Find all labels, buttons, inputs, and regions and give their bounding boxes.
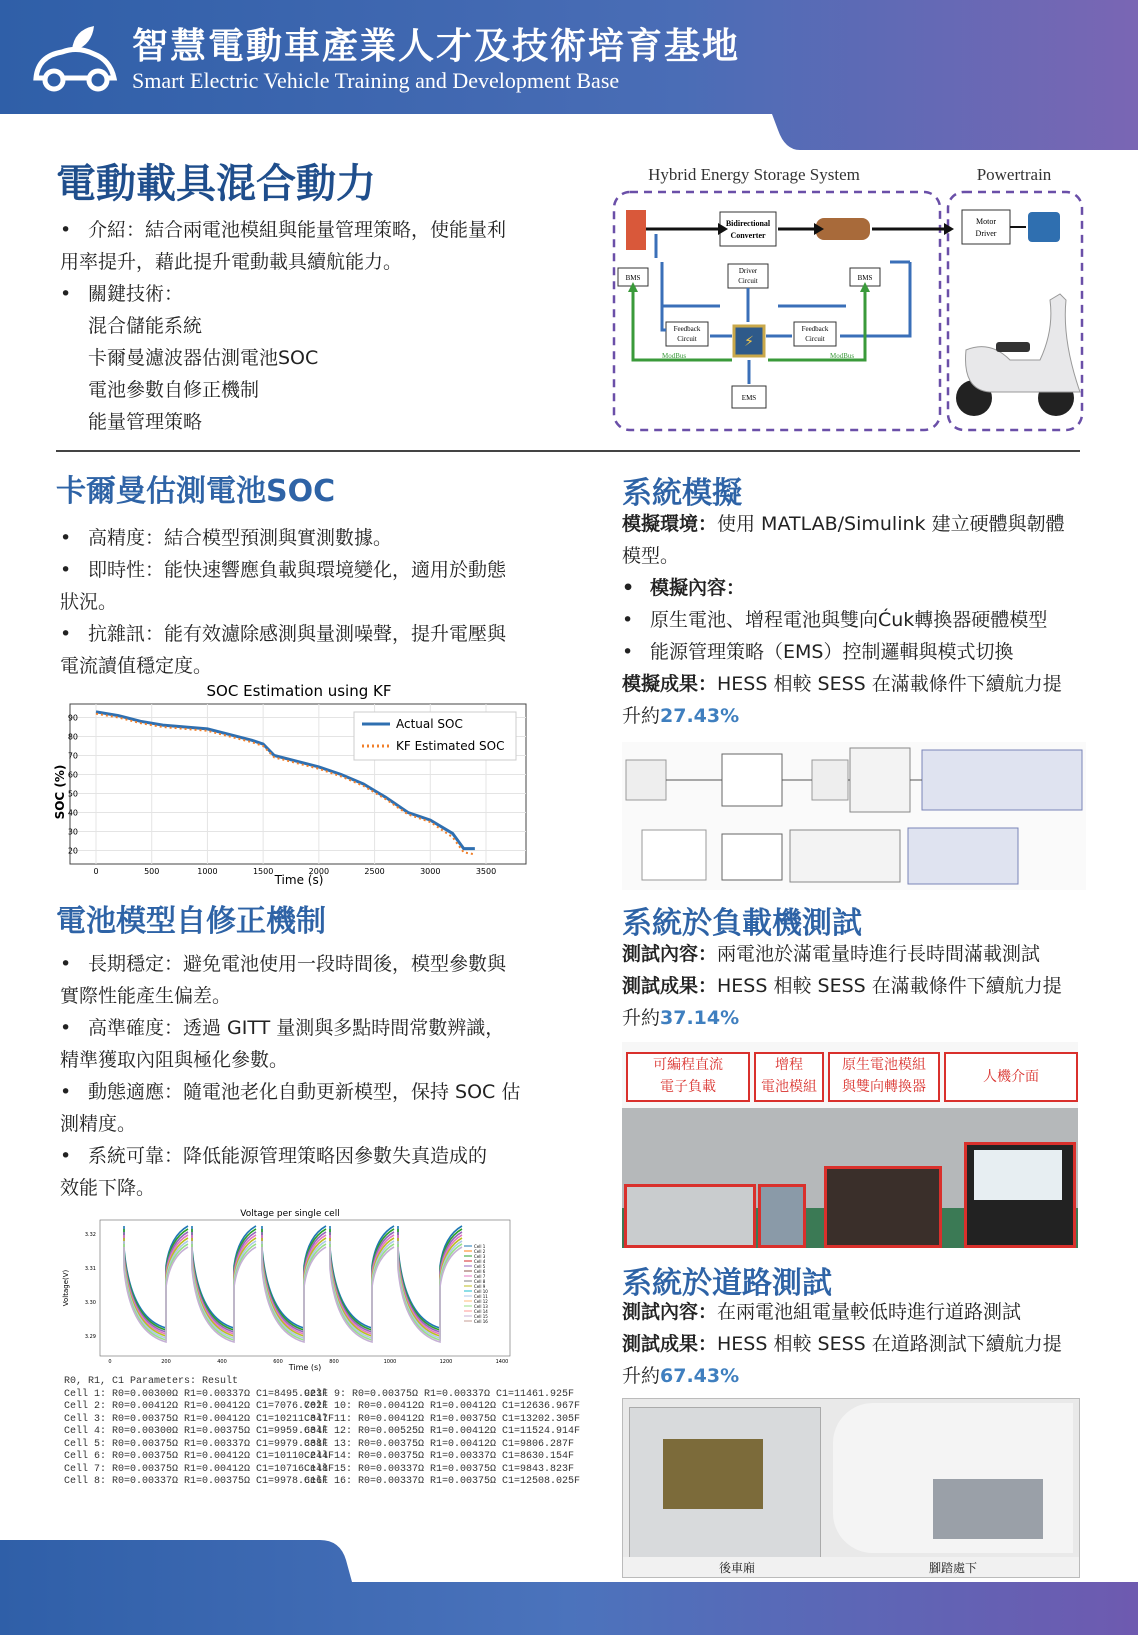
svg-text:Bidirectional: Bidirectional (725, 219, 771, 228)
selfcorr-title: 電池模型自修正機制 (56, 904, 326, 939)
param-line: Cell 15: R0=0.00337Ω R1=0.00375Ω C1=9843.823F (304, 1463, 575, 1475)
kf-bullet-cont: 狀況。 (60, 591, 118, 613)
y-tick-label: 20 (67, 846, 78, 856)
x-tick-label: 0 (108, 1359, 112, 1365)
svg-text:Feedback: Feedback (801, 325, 829, 333)
divider (56, 450, 1080, 452)
param-line: Cell 7: R0=0.00375Ω R1=0.00412Ω C1=10716.148F (64, 1463, 335, 1475)
x-tick-label: 1200 (439, 1359, 453, 1365)
x-tick-label: 0 (93, 867, 99, 876)
y-tick-label: 50 (67, 789, 78, 799)
x-tick-label: 3000 (420, 867, 441, 876)
y-tick-label: 60 (67, 770, 78, 780)
y-tick-label: 80 (67, 732, 78, 742)
y-tick-label: 3.29 (84, 1334, 96, 1340)
svg-text:Driver: Driver (975, 229, 997, 238)
label-dc-load: 可編程直流 電子負載 (626, 1052, 750, 1102)
param-line: Cell 6: R0=0.00375Ω R1=0.00412Ω C1=10110.244F (64, 1451, 335, 1462)
legend-label: Cell 1 (474, 1244, 486, 1249)
x-tick-label: 3500 (475, 867, 497, 876)
tech-item: 電池參數自修正機制 (88, 379, 260, 401)
x-tick-label: 600 (273, 1359, 283, 1365)
legend-label: Cell 14 (474, 1309, 488, 1314)
x-tick-label: 800 (329, 1359, 339, 1365)
sim-text: 模擬環境：使用 MATLAB/Simulink 建立硬體與韌體 模型。 • 模擬內容： • 原生電池、增程電池與雙向Ćuk轉換器硬體模型 • 能源管理策略（EMS）控制邏輯與模式切換 模擬成果：HESS 相較 SESS 在滿載條件下續航力提 升約27.43% (622, 513, 1065, 727)
intro-bullet-2: 關鍵技術： (88, 283, 184, 305)
svg-text:Converter: Converter (730, 231, 766, 240)
svg-text:Circuit: Circuit (805, 335, 825, 343)
params-result (64, 1376, 581, 1489)
x-tick-label: 500 (144, 867, 160, 876)
intro-text: • 介紹：結合兩電池模組與能量管理策略，使能量利 用率提升，藉此提升電動載具續航能力。 • 關鍵技術： 混合儲能系統 卡爾曼濾波器估測電池SOC 電池參數自修正機制 能量管理策略 (60, 214, 540, 438)
road-title: 系統於道路測試 (622, 1266, 832, 1301)
intro-bullet-1-cont: 用率提升，藉此提升電動載具續航能力。 (60, 251, 403, 273)
selfcorr-cont: 精準獲取內阻與極化參數。 (60, 1049, 289, 1071)
param-line: Cell 3: R0=0.00375Ω R1=0.00412Ω C1=10211.347F (64, 1413, 335, 1425)
hess-title: Hybrid Energy Storage System (648, 165, 860, 184)
legend-label: Cell 13 (474, 1304, 488, 1309)
kf-bullet: 抗雜訊：能有效濾除感測與量測噪聲，提升電壓與 (88, 623, 507, 645)
legend-label: Cell 9 (474, 1284, 486, 1289)
svg-text:Voltage(V): Voltage(V) (62, 1269, 70, 1307)
param-line: Cell 2: R0=0.00412Ω R1=0.00412Ω C1=7076.702F (64, 1401, 329, 1412)
x-tick-label: 2000 (308, 867, 330, 876)
y-tick-label: 90 (67, 713, 78, 723)
header-title-en: Smart Electric Vehicle Training and Development Base (132, 68, 620, 93)
selfcorr-bullet: 長期穩定：避免電池使用一段時間後，模型參數與 (88, 953, 507, 975)
scooter-icon (956, 294, 1080, 416)
selfcorr-text: • 長期穩定：避免電池使用一段時間後，模型參數與 實際性能產生偏差。 • 高準確度：透過 GITT 量測與多點時間常數辨識， 精準獲取內阻與極化參數。 • 動態適應：隨電池老化自動更新模型，保持 SOC 估 測精度。 • 系統可靠：降低能源管理策略因參數失真造成的 效能下降。 (60, 948, 540, 1204)
load-text: 測試內容：兩電池於滿電量時進行長時間滿載測試 測試成果：HESS 相較 SESS 在滿載條件下續航力提 升約37.14% (622, 943, 1062, 1029)
svg-text:Motor: Motor (976, 217, 996, 226)
x-tick-label: 400 (217, 1359, 227, 1365)
car-logo-icon (28, 20, 120, 100)
selfcorr-cont: 測精度。 (60, 1113, 137, 1135)
param-line: Cell 8: R0=0.00337Ω R1=0.00375Ω C1=9978.616F (64, 1476, 329, 1487)
caption-trunk: 後車廂 (719, 1561, 756, 1575)
selfcorr-bullet: 動態適應：隨電池老化自動更新模型，保持 SOC 估 (88, 1081, 521, 1103)
kf-title: 卡爾曼估測電池SOC (56, 474, 336, 509)
param-line: Cell 12: R0=0.00525Ω R1=0.00412Ω C1=11524.914F (304, 1426, 581, 1437)
svg-text:ModBus: ModBus (662, 352, 687, 360)
param-line: Cell 1: R0=0.00300Ω R1=0.00337Ω C1=8495.923F (64, 1388, 329, 1400)
battery-pack-icon (816, 218, 870, 240)
y-tick-label: 3.31 (84, 1266, 96, 1272)
legend-label: Cell 12 (474, 1299, 488, 1304)
param-line: Cell 11: R0=0.00412Ω R1=0.00375Ω C1=13202.305F (304, 1413, 581, 1425)
param-line: Cell 16: R0=0.00337Ω R1=0.00375Ω C1=12508.025F (304, 1476, 581, 1487)
svg-text:BMS: BMS (625, 274, 641, 282)
battery-icon (626, 210, 646, 250)
x-axis-label: Time (s) (274, 873, 324, 887)
chart-title: SOC Estimation using KF (206, 682, 392, 700)
tech-item: 卡爾曼濾波器估測電池SOC (88, 347, 319, 369)
footer-banner (0, 1540, 1138, 1635)
intro-bullet-1: 介紹：結合兩電池模組與能量管理策略，使能量利 (88, 219, 507, 241)
svg-text:BMS: BMS (857, 274, 873, 282)
param-line: Cell 9: R0=0.00375Ω R1=0.00337Ω C1=11461.925F (304, 1388, 575, 1400)
y-tick-label: 40 (67, 808, 78, 818)
label-native-battery: 原生電池模組 與雙向轉換器 (828, 1052, 940, 1102)
legend-label: Cell 15 (474, 1314, 488, 1319)
sim-title: 系統模擬 (622, 476, 742, 511)
y-tick-label: 3.32 (84, 1232, 96, 1238)
motor-icon (1028, 212, 1060, 242)
x-tick-label: 1500 (252, 867, 274, 876)
road-text: 測試內容：在兩電池組電量較低時進行道路測試 測試成果：HESS 相較 SESS 在道路測試下續航力提 升約67.43% (622, 1301, 1062, 1387)
selfcorr-bullet: 高準確度：透過 GITT 量測與多點時間常數辨識， (88, 1017, 505, 1039)
svg-text:Driver: Driver (738, 267, 758, 275)
y-tick-label: 70 (67, 751, 78, 761)
x-tick-label: 1000 (197, 867, 218, 876)
legend-label: Cell 4 (474, 1259, 486, 1264)
y-tick-label: 30 (67, 827, 78, 837)
x-tick-label: 1000 (383, 1359, 397, 1365)
param-line: Cell 10: R0=0.00412Ω R1=0.00412Ω C1=12636.967F (304, 1401, 581, 1412)
kf-text: • 高精度：結合模型預測與實測數據。 • 即時性：能快速響應負載與環境變化，適用於動態 狀況。 • 抗雜訊：能有效濾除感測與量測噪聲，提升電壓與 電流讀值穩定度。 (60, 522, 540, 682)
kf-bullet: 高精度：結合模型預測與實測數據。 (88, 527, 393, 549)
voltage-chart (60, 1206, 520, 1372)
svg-text:Voltage per single cell: Voltage per single cell (240, 1209, 340, 1219)
x-tick-label: 1400 (495, 1359, 509, 1365)
svg-text:Circuit: Circuit (738, 277, 758, 285)
powertrain-title: Powertrain (976, 165, 1052, 184)
param-line: Cell 4: R0=0.00300Ω R1=0.00375Ω C1=9959.634F (64, 1426, 329, 1437)
legend-label: Cell 3 (474, 1254, 486, 1259)
selfcorr-cont: 效能下降。 (60, 1177, 156, 1199)
svg-text:EMS: EMS (741, 394, 757, 402)
selfcorr-bullet: 系統可靠：降低能源管理策略因參數失真造成的 (88, 1145, 488, 1167)
chart-legend (354, 712, 516, 760)
label-hmi: 人機介面 (944, 1052, 1078, 1102)
simulink-model-image (622, 742, 1086, 890)
x-tick-label: 2500 (364, 867, 385, 876)
caption-footrest: 腳踏處下 (929, 1561, 978, 1575)
label-range-battery: 增程 電池模組 (754, 1052, 824, 1102)
param-line: Cell 14: R0=0.00375Ω R1=0.00337Ω C1=8630.154F (304, 1451, 575, 1462)
hess-diagram (610, 160, 1086, 436)
legend-label: Cell 7 (474, 1274, 486, 1279)
tech-item: 能量管理策略 (88, 411, 203, 433)
svg-text:⚡: ⚡ (744, 334, 754, 350)
y-tick-label: 3.30 (84, 1300, 96, 1306)
legend-label: Cell 10 (474, 1289, 488, 1294)
soc-chart (53, 680, 526, 888)
x-tick-label: 200 (161, 1359, 171, 1365)
svg-text:Time (s): Time (s) (288, 1363, 322, 1372)
selfcorr-cont: 實際性能產生偏差。 (60, 985, 232, 1007)
intro-title: 電動載具混合動力 (56, 161, 376, 207)
params-header: R0, R1, C1 Parameters: Result (64, 1376, 239, 1387)
header-title-zh: 智慧電動車產業人才及技術培育基地 (132, 25, 741, 67)
load-title: 系統於負載機測試 (622, 906, 862, 941)
legend-label: Cell 2 (474, 1249, 486, 1254)
svg-text:Feedback: Feedback (673, 325, 701, 333)
svg-text:ModBus: ModBus (830, 352, 855, 360)
legend-label: Cell 11 (474, 1294, 488, 1299)
legend-label: Cell 6 (474, 1269, 486, 1274)
param-line: Cell 13: R0=0.00375Ω R1=0.00412Ω C1=9806.287F (304, 1438, 575, 1450)
kf-bullet: 即時性：能快速響應負載與環境變化，適用於動態 (88, 559, 507, 581)
y-axis-label: SOC (%) (53, 764, 67, 820)
param-line: Cell 5: R0=0.00375Ω R1=0.00337Ω C1=9979.338F (64, 1438, 329, 1450)
load-test-photo (622, 1042, 1078, 1248)
svg-text:Circuit: Circuit (677, 335, 697, 343)
legend-label: Cell 8 (474, 1279, 486, 1284)
legend-label: Actual SOC (396, 717, 463, 731)
tech-item: 混合儲能系統 (88, 315, 203, 337)
legend-label: KF Estimated SOC (396, 739, 505, 753)
kf-bullet-cont: 電流讀值穩定度。 (60, 655, 213, 677)
legend-label: Cell 5 (474, 1264, 486, 1269)
legend-label: Cell 16 (474, 1319, 488, 1324)
